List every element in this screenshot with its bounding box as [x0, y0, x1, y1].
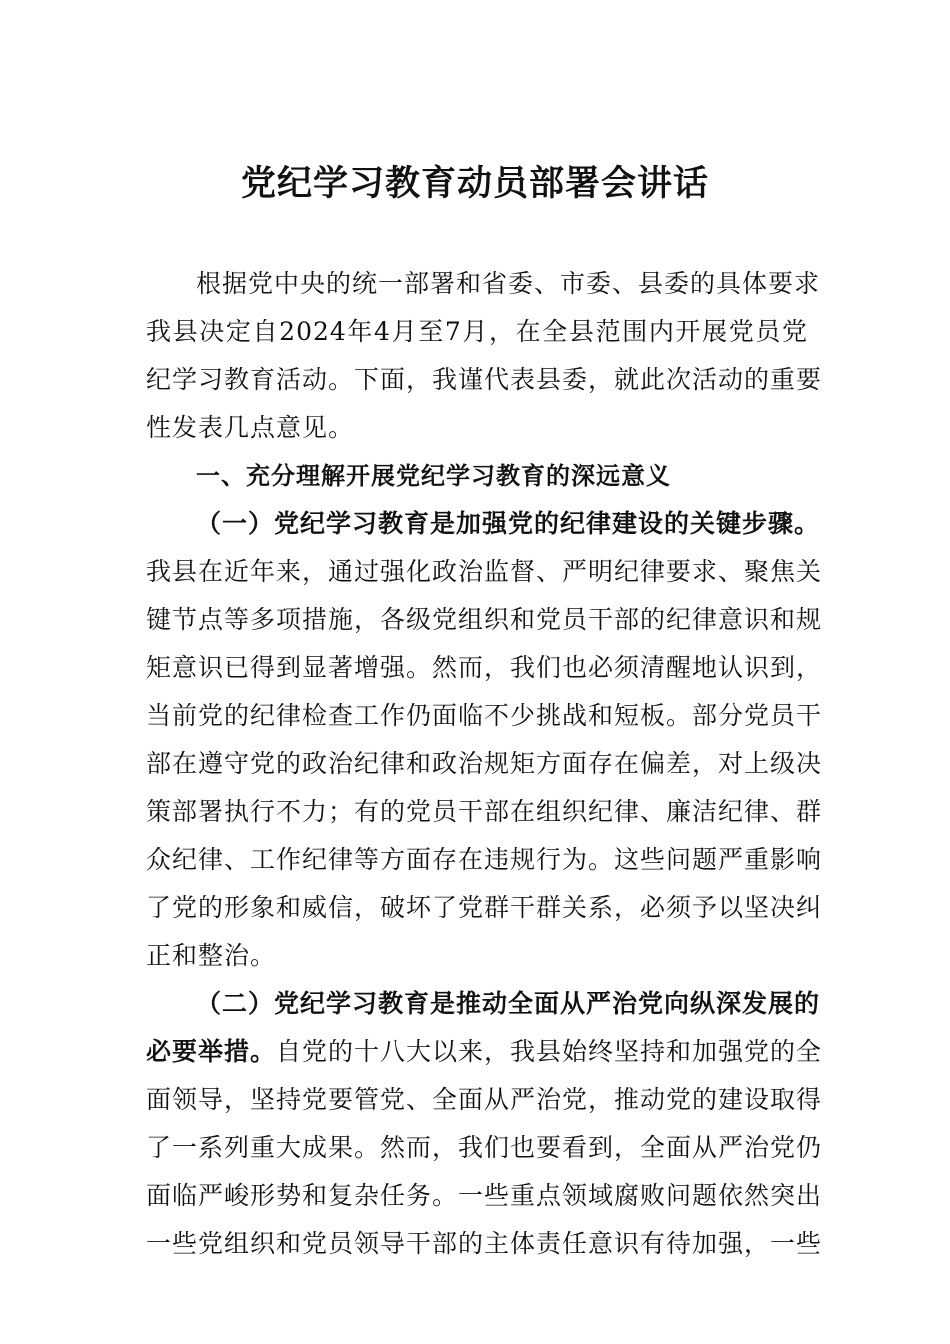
paragraph-line: 了党的形象和威信，破坏了党群干群关系，必须予以坚决纠: [146, 893, 823, 922]
subsection-heading: （一）党纪学习教育是加强党的纪律建设的关键步骤。: [196, 509, 821, 538]
paragraph-line: 一些党组织和党员领导干部的主体责任意识有待加强，一些: [146, 1229, 823, 1258]
paragraph-line: 矩意识已得到显著增强。然而，我们也必须清醒地认识到，: [146, 653, 823, 682]
paragraph-line: 纪学习教育活动。下面，我谨代表县委，就此次活动的重要: [146, 365, 823, 394]
paragraph-text: 自党的十八大以来，我县始终坚持和加强党的全: [276, 1037, 823, 1066]
section-heading: 一、充分理解开展党纪学习教育的深远意义: [196, 462, 671, 490]
paragraph-line: 我县在近年来，通过强化政治监督、严明纪律要求、聚焦关: [146, 557, 823, 586]
paragraph-line: 当前党的纪律检查工作仍面临不少挑战和短板。部分党员干: [146, 701, 823, 730]
paragraph-line: 键节点等多项措施，各级党组织和党员干部的纪律意识和规: [146, 605, 823, 634]
paragraph-line: 我县决定自2024年4月至7月，在全县范围内开展党员党: [146, 317, 808, 346]
paragraph-line: 性发表几点意见。: [146, 413, 355, 442]
paragraph-line: 根据党中央的统一部署和省委、市委、县委的具体要求: [196, 269, 821, 298]
paragraph-line: 面领导，坚持党要管党、全面从严治党，推动党的建设取得: [146, 1085, 823, 1114]
paragraph-line: 众纪律、工作纪律等方面存在违规行为。这些问题严重影响: [146, 845, 823, 874]
page-title: 党纪学习教育动员部署会讲话: [240, 164, 709, 204]
paragraph-line: 面临严峻形势和复杂任务。一些重点领域腐败问题依然突出: [146, 1181, 823, 1210]
paragraph-line: 策部署执行不力；有的党员干部在组织纪律、廉洁纪律、群: [146, 797, 823, 826]
paragraph-line: 了一系列重大成果。然而，我们也要看到，全面从严治党仍: [146, 1133, 823, 1162]
paragraph-line: 部在遵守党的政治纪律和政治规矩方面存在偏差，对上级决: [146, 749, 823, 778]
paragraph-line: 正和整治。: [146, 941, 277, 970]
document-body: [146, 260, 823, 1268]
subsection-heading-end: 必要举措。: [146, 1037, 277, 1066]
subsection-heading: （二）党纪学习教育是推动全面从严治党向纵深发展的: [196, 989, 821, 1018]
paragraph-line-mixed: [146, 1028, 823, 1076]
